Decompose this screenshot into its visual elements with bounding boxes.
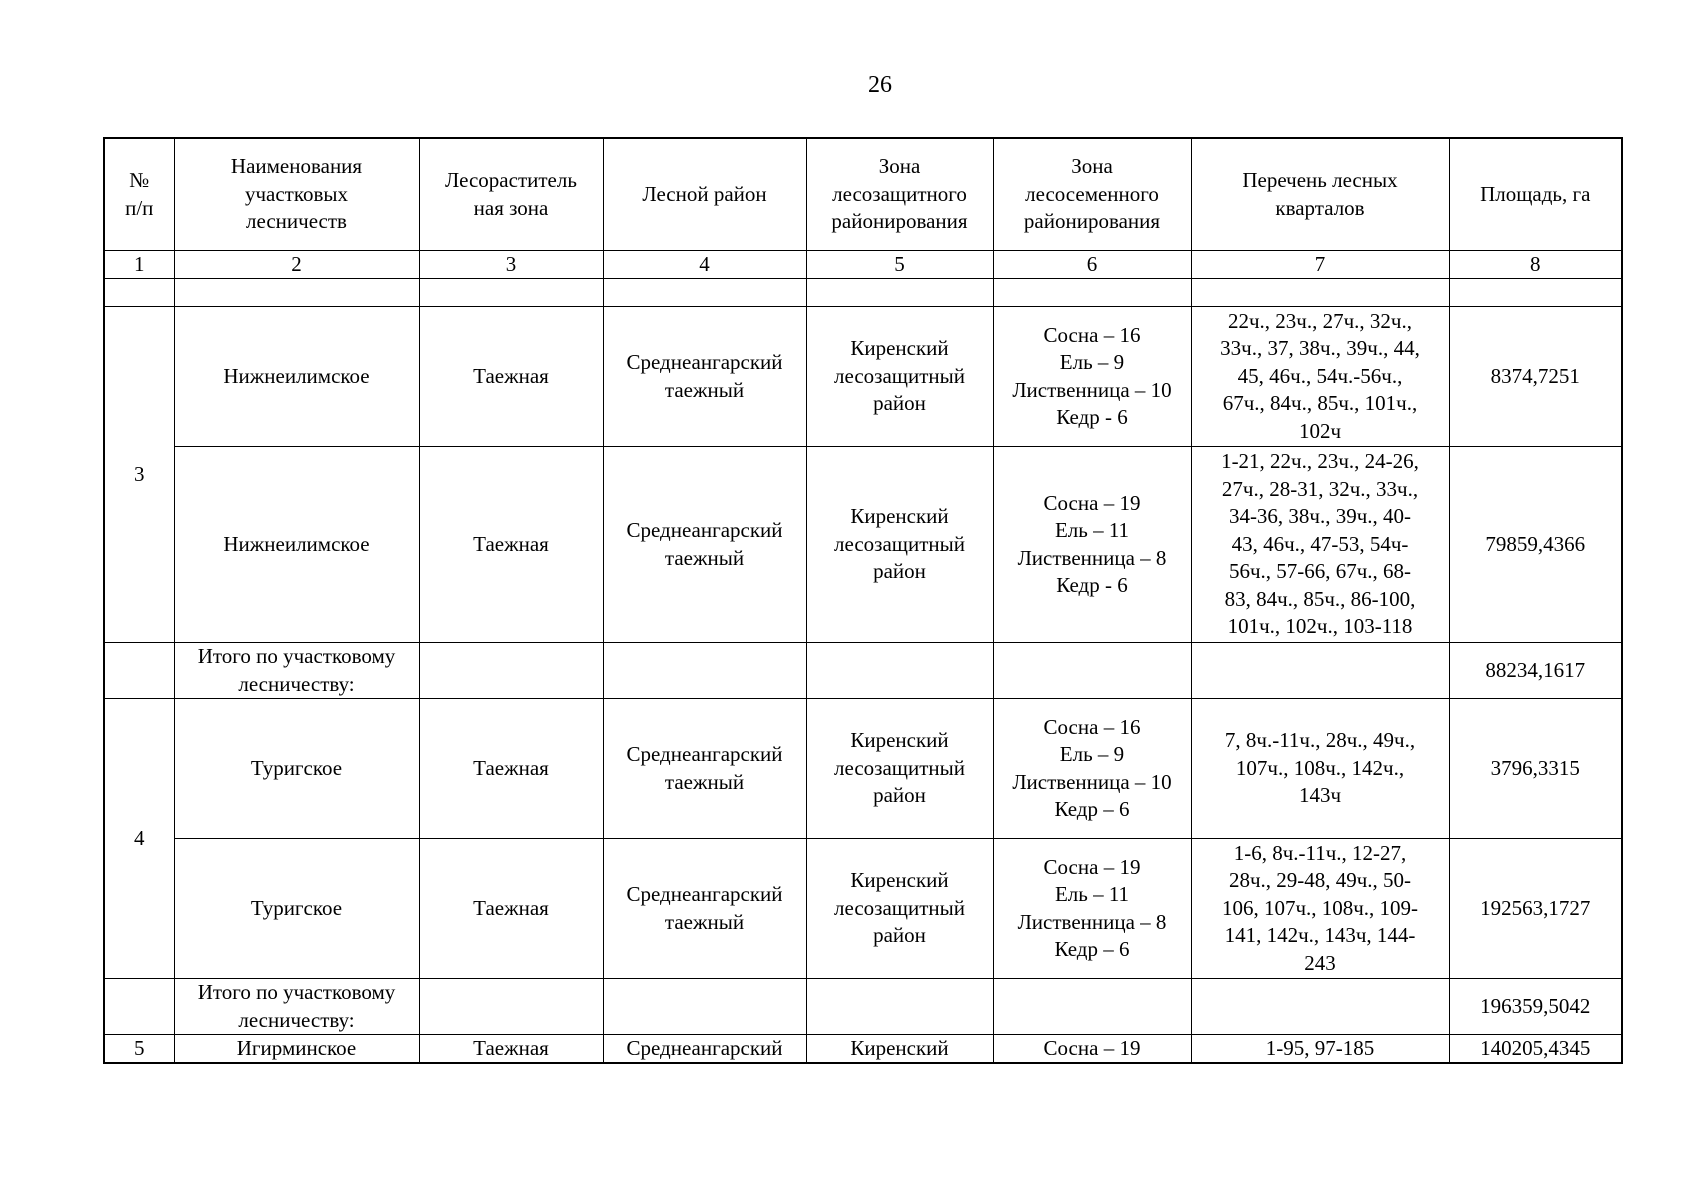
vegetation-zone: Таежная bbox=[419, 1035, 603, 1064]
area-value bbox=[1449, 839, 1622, 979]
forest-district-text: Среднеангарский таежный bbox=[626, 742, 783, 794]
quarters-list-text: 22ч., 23ч., 27ч., 32ч., 33ч., 37, 38ч., 39ч., 44, 45, 46ч., 54ч.-56ч., 67ч., 84ч., 85ч., 101ч., 102ч bbox=[1220, 308, 1420, 443]
quarters-list: 1-95, 97-185 bbox=[1191, 1035, 1449, 1064]
area-value: 140205,4345 bbox=[1449, 1035, 1622, 1064]
vegetation-zone-text: Таежная bbox=[473, 895, 549, 920]
vegetation-zone-text: Таежная bbox=[473, 755, 549, 780]
empty-cell bbox=[806, 979, 993, 1035]
row-number: 4 bbox=[104, 699, 174, 979]
header-protection-zone: Зона лесозащитного районирования bbox=[831, 154, 968, 234]
column-number: 4 bbox=[603, 251, 806, 279]
total-label bbox=[174, 979, 419, 1035]
blank-row bbox=[104, 279, 1622, 307]
forest-district bbox=[603, 447, 806, 643]
empty-cell bbox=[603, 643, 806, 699]
quarters-list-text: 7, 8ч.-11ч., 28ч., 49ч., 107ч., 108ч., 142ч., 143ч bbox=[1224, 728, 1416, 808]
header-area: Площадь, га bbox=[1480, 181, 1591, 206]
header-forest-district: Лесной район bbox=[642, 181, 767, 206]
seed-zone: Сосна – 19 bbox=[993, 1035, 1191, 1064]
forestry-table bbox=[103, 137, 1623, 1064]
header-seed-zone: Зона лесосеменного районирования bbox=[1023, 154, 1161, 234]
column-number: 7 bbox=[1191, 251, 1449, 279]
total-label-text: Итого по участковому лесничеству: bbox=[197, 644, 396, 696]
total-row bbox=[104, 643, 1622, 699]
header-cell bbox=[419, 138, 603, 251]
table-row bbox=[104, 1035, 1622, 1064]
header-cell bbox=[1191, 138, 1449, 251]
header-cell bbox=[1449, 138, 1622, 251]
seed-zone-text: Сосна – 16 Ель – 9 Лиственница – 10 Кедр – 6 bbox=[1012, 714, 1172, 821]
empty-cell bbox=[806, 279, 993, 307]
header-cell bbox=[993, 138, 1191, 251]
page-number: 26 bbox=[868, 72, 892, 98]
column-number: 6 bbox=[993, 251, 1191, 279]
total-label bbox=[174, 643, 419, 699]
column-number: 5 bbox=[806, 251, 993, 279]
column-number: 3 bbox=[419, 251, 603, 279]
area-value-text: 79859,4366 bbox=[1485, 531, 1586, 556]
protection-zone bbox=[806, 307, 993, 447]
empty-cell bbox=[1191, 643, 1449, 699]
header-row bbox=[104, 138, 1622, 251]
empty-cell bbox=[174, 279, 419, 307]
empty-cell bbox=[104, 279, 174, 307]
total-area: 196359,5042 bbox=[1449, 979, 1622, 1035]
area-value-text: 3796,3315 bbox=[1490, 755, 1580, 780]
protection-zone bbox=[806, 447, 993, 643]
protection-zone bbox=[806, 839, 993, 979]
forestry-name-text: Туригское bbox=[250, 895, 343, 920]
forestry-name-text: Нижнеилимское bbox=[223, 531, 370, 556]
quarters-list bbox=[1191, 699, 1449, 839]
row-number: 3 bbox=[104, 307, 174, 643]
quarters-list bbox=[1191, 447, 1449, 643]
forest-district-text: Среднеангарский таежный bbox=[626, 518, 783, 570]
empty-cell bbox=[993, 643, 1191, 699]
vegetation-zone bbox=[419, 839, 603, 979]
forestry-name bbox=[174, 447, 419, 643]
header-number: № п/п bbox=[125, 168, 154, 220]
empty-cell bbox=[1191, 279, 1449, 307]
header-cell bbox=[806, 138, 993, 251]
forest-district bbox=[603, 839, 806, 979]
forestry-name bbox=[174, 699, 419, 839]
column-number: 1 bbox=[104, 251, 174, 279]
header-cell bbox=[174, 138, 419, 251]
table-row bbox=[104, 839, 1622, 979]
header-vegetation-zone: Лесораститель ная зона bbox=[445, 168, 577, 220]
forest-district bbox=[603, 307, 806, 447]
forest-district: Среднеангарский bbox=[603, 1035, 806, 1064]
forest-district bbox=[603, 699, 806, 839]
empty-cell bbox=[603, 979, 806, 1035]
forestry-name bbox=[174, 307, 419, 447]
column-number: 2 bbox=[174, 251, 419, 279]
forestry-name bbox=[174, 839, 419, 979]
empty-cell bbox=[104, 643, 174, 699]
protection-zone-text: Киренский лесозащитный район bbox=[834, 868, 965, 948]
area-value bbox=[1449, 307, 1622, 447]
vegetation-zone-text: Таежная bbox=[473, 531, 549, 556]
protection-zone bbox=[806, 699, 993, 839]
column-number: 8 bbox=[1449, 251, 1622, 279]
total-label-text: Итого по участковому лесничеству: bbox=[197, 980, 396, 1032]
seed-zone-text: Сосна – 16 Ель – 9 Лиственница – 10 Кедр - 6 bbox=[1012, 322, 1172, 429]
forestry-name: Игирминское bbox=[174, 1035, 419, 1064]
protection-zone-text: Киренский лесозащитный район bbox=[834, 504, 965, 584]
total-row bbox=[104, 979, 1622, 1035]
table-row bbox=[104, 307, 1622, 447]
seed-zone bbox=[993, 307, 1191, 447]
quarters-list bbox=[1191, 307, 1449, 447]
protection-zone: Киренский bbox=[806, 1035, 993, 1064]
table-row bbox=[104, 699, 1622, 839]
total-area: 88234,1617 bbox=[1449, 643, 1622, 699]
area-value-text: 192563,1727 bbox=[1480, 895, 1591, 920]
header-cell bbox=[104, 138, 174, 251]
column-number-row bbox=[104, 251, 1622, 279]
forestry-name-text: Нижнеилимское bbox=[223, 363, 370, 388]
vegetation-zone-text: Таежная bbox=[473, 363, 549, 388]
seed-zone bbox=[993, 839, 1191, 979]
empty-cell bbox=[806, 643, 993, 699]
vegetation-zone bbox=[419, 307, 603, 447]
seed-zone-text: Сосна – 19 Ель – 11 Лиственница – 8 Кедр – 6 bbox=[1017, 854, 1167, 961]
forest-district-text: Среднеангарский таежный bbox=[626, 882, 783, 934]
empty-cell bbox=[419, 279, 603, 307]
empty-cell bbox=[603, 279, 806, 307]
empty-cell bbox=[1449, 279, 1622, 307]
empty-cell bbox=[104, 979, 174, 1035]
area-value bbox=[1449, 447, 1622, 643]
seed-zone-text: Сосна – 19 Ель – 11 Лиственница – 8 Кедр - 6 bbox=[1017, 490, 1167, 597]
table-row bbox=[104, 447, 1622, 643]
area-value bbox=[1449, 699, 1622, 839]
forestry-name-text: Туригское bbox=[250, 755, 343, 780]
quarters-list-text: 1-6, 8ч.-11ч., 12-27, 28ч., 29-48, 49ч., 50- 106, 107ч., 108ч., 109- 141, 142ч., 143ч, 144- 243 bbox=[1221, 840, 1419, 975]
forest-district-text: Среднеангарский таежный bbox=[626, 350, 783, 402]
header-name: Наименования участковых лесничеств bbox=[230, 154, 363, 234]
seed-zone bbox=[993, 447, 1191, 643]
vegetation-zone bbox=[419, 699, 603, 839]
empty-cell bbox=[419, 979, 603, 1035]
header-cell bbox=[603, 138, 806, 251]
vegetation-zone bbox=[419, 447, 603, 643]
quarters-list bbox=[1191, 839, 1449, 979]
quarters-list-text: 1-21, 22ч., 23ч., 24-26, 27ч., 28-31, 32ч., 33ч., 34-36, 38ч., 39ч., 40- 43, 46ч., 47-53, 54ч- 56ч., 57-66, 67ч., 68- 83, 84ч., 85ч., 86-100, 101ч., 102ч., 103-118 bbox=[1221, 449, 1419, 639]
header-quarters: Перечень лесных кварталов bbox=[1242, 168, 1398, 220]
protection-zone-text: Киренский лесозащитный район bbox=[834, 336, 965, 416]
empty-cell bbox=[419, 643, 603, 699]
empty-cell bbox=[1191, 979, 1449, 1035]
row-number: 5 bbox=[104, 1035, 174, 1064]
empty-cell bbox=[993, 979, 1191, 1035]
empty-cell bbox=[993, 279, 1191, 307]
area-value-text: 8374,7251 bbox=[1490, 363, 1580, 388]
protection-zone-text: Киренский лесозащитный район bbox=[834, 728, 965, 808]
seed-zone bbox=[993, 699, 1191, 839]
